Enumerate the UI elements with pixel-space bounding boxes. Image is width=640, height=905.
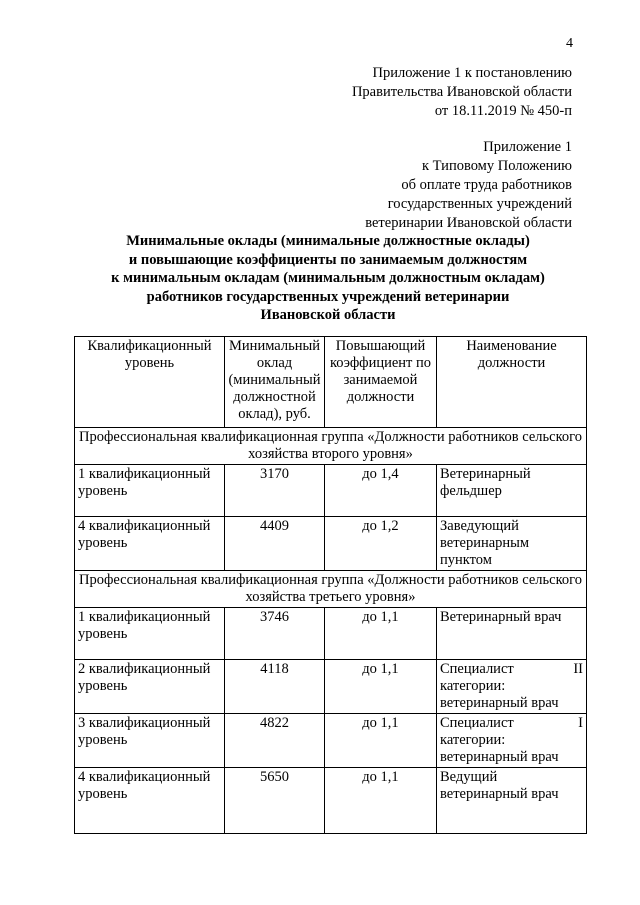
position-rest: категории: ветеринарный врач (440, 732, 559, 765)
cell-coefficient: до 1,2 (325, 517, 437, 571)
cell-salary: 3170 (225, 465, 325, 517)
cell-position: Ветеринарный врач (437, 608, 587, 660)
cell-position: Заведующий ветеринарным пунктом (437, 517, 587, 571)
table-row (75, 714, 587, 768)
group-row (75, 428, 587, 465)
position-first-line (440, 661, 583, 678)
table-row (75, 608, 587, 660)
header-position: Наименование должности (437, 337, 587, 428)
table-row (75, 660, 587, 714)
appendix-line: от 18.11.2019 № 450-п (434, 103, 572, 119)
cell-salary: 3746 (225, 608, 325, 660)
appendix-line: ветеринарии Ивановской области (365, 215, 572, 231)
position-title: Специалист (440, 715, 514, 731)
title-line: Ивановской области (260, 307, 396, 323)
salary-table (74, 336, 587, 834)
cell-salary: 4822 (225, 714, 325, 768)
cell-level: 4 квалификационный уровень (75, 768, 225, 834)
appendix-header-resolution (352, 64, 572, 121)
title-line: Минимальные оклады (минимальные должностные оклады) (126, 233, 530, 249)
position-first-line (440, 715, 583, 732)
cell-coefficient: до 1,1 (325, 714, 437, 768)
table-row (75, 517, 587, 571)
appendix-line: Приложение 1 к постановлению (372, 65, 572, 81)
appendix-line: Правительства Ивановской области (351, 84, 572, 100)
header-level: Квалификационный уровень (75, 337, 225, 428)
cell-salary: 5650 (225, 768, 325, 834)
cell-level: 4 квалификационный уровень (75, 517, 225, 571)
cell-position: Ветеринарный фельдшер (437, 465, 587, 517)
title-line: и повышающие коэффициенты по занимаемым должностям (128, 251, 528, 268)
cell-position (437, 714, 587, 768)
cell-level: 2 квалификационный уровень (75, 660, 225, 714)
cell-coefficient: до 1,1 (325, 768, 437, 834)
cell-position (437, 660, 587, 714)
title-line: работников государственных учреждений ветеринарии (146, 288, 510, 305)
cell-salary: 4409 (225, 517, 325, 571)
appendix-line: Приложение 1 (483, 139, 572, 155)
page-number: 4 (566, 36, 573, 51)
appendix-line: к Типовому Положению (422, 158, 572, 174)
table-header-row (75, 337, 587, 428)
group-title: Профессиональная квалификационная группа «Должности работников сельского хозяйства второго уровня» (75, 428, 587, 465)
table-row (75, 768, 587, 834)
group-title: Профессиональная квалификационная группа «Должности работников сельского хозяйства третьего уровня» (75, 571, 587, 608)
title-line: к минимальным окладам (минимальным должностным окладам) (111, 270, 545, 286)
table-row (75, 465, 587, 517)
cell-level: 3 квалификационный уровень (75, 714, 225, 768)
group-row (75, 571, 587, 608)
cell-coefficient: до 1,1 (325, 608, 437, 660)
appendix-header-regulation (365, 138, 572, 233)
cell-level: 1 квалификационный уровень (75, 608, 225, 660)
document-title (70, 232, 586, 325)
position-category: I (578, 715, 583, 731)
position-rest: категории: ветеринарный врач (440, 678, 559, 711)
header-coefficient: Повышающий коэффициент по занимаемой должности (325, 337, 437, 428)
cell-level: 1 квалификационный уровень (75, 465, 225, 517)
header-salary: Минимальный оклад (минимальный должностной оклад), руб. (225, 337, 325, 428)
appendix-line: об оплате труда работников (401, 177, 572, 193)
appendix-line: государственных учреждений (387, 196, 572, 212)
cell-coefficient: до 1,4 (325, 465, 437, 517)
position-title: Специалист (440, 661, 514, 677)
position-category: II (573, 661, 583, 677)
cell-salary: 4118 (225, 660, 325, 714)
cell-coefficient: до 1,1 (325, 660, 437, 714)
cell-position: Ведущий ветеринарный врач (437, 768, 587, 834)
